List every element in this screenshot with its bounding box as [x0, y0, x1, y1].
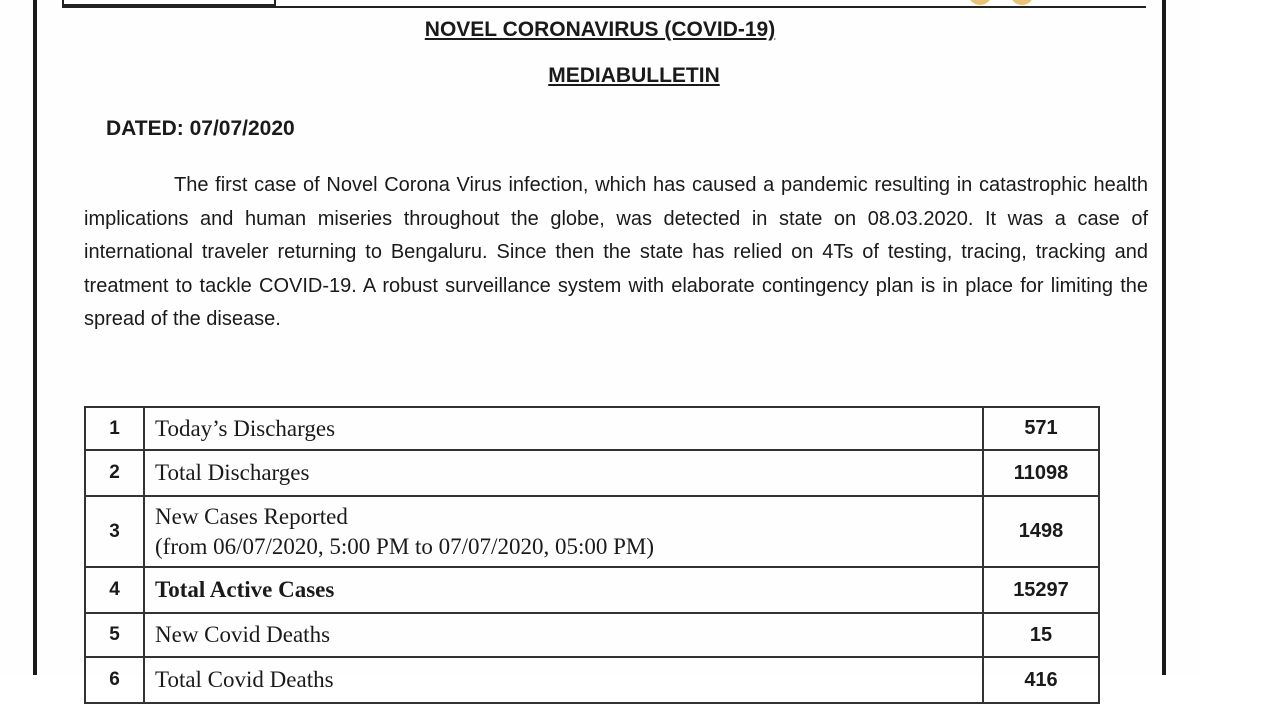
bulletin-date: DATED: 07/07/2020: [106, 117, 295, 140]
row-label-main: New Cases Reported: [155, 503, 348, 529]
page-border-right: [1162, 0, 1166, 675]
header-frame-box: [62, 0, 276, 6]
table-row: [85, 657, 1099, 703]
row-label: Total Discharges: [144, 450, 983, 496]
row-number: 5: [85, 613, 144, 657]
emblem-logo: [968, 0, 1078, 6]
bulletin-title: NOVEL CORONAVIRUS (COVID-19): [424, 18, 776, 41]
row-value: 571: [983, 407, 1099, 450]
row-value: 416: [983, 657, 1099, 703]
row-label: New Covid Deaths: [144, 613, 983, 657]
table-row: [85, 407, 1099, 450]
row-label: [144, 496, 983, 567]
stats-table: [84, 406, 1100, 704]
row-value: 15297: [983, 567, 1099, 613]
row-label: Today’s Discharges: [144, 407, 983, 450]
row-number: 6: [85, 657, 144, 703]
page-border-left: [33, 0, 37, 675]
table-row: [85, 567, 1099, 613]
row-label-sub: (from 06/07/2020, 5:00 PM to 07/07/2020, 05:00 PM): [155, 533, 654, 559]
row-number: 3: [85, 496, 144, 567]
intro-paragraph: The first case of Novel Corona Virus infection, which has caused a pandemic resulting in catastrophic health implications and human miseries throughout the globe, was detected in state on 08.03.2020. It was a case of international traveler returning to Bengaluru. Since then the state has relied on 4Ts of testing, tracing, tracking and treatment to tackle COVID-19. A robust surveillance system with elaborate contingency plan is in place for limiting the spread of the disease.: [84, 174, 1148, 330]
row-value: 15: [983, 613, 1099, 657]
row-value: 11098: [983, 450, 1099, 496]
row-number: 4: [85, 567, 144, 613]
bulletin-subtitle: MEDIABULLETIN: [548, 64, 720, 87]
table-row: [85, 450, 1099, 496]
row-number: 2: [85, 450, 144, 496]
table-row: [85, 613, 1099, 657]
row-number: 1: [85, 407, 144, 450]
row-value: 1498: [983, 496, 1099, 567]
row-label: Total Covid Deaths: [144, 657, 983, 703]
row-label: Total Active Cases: [144, 567, 983, 613]
table-row: [85, 496, 1099, 567]
